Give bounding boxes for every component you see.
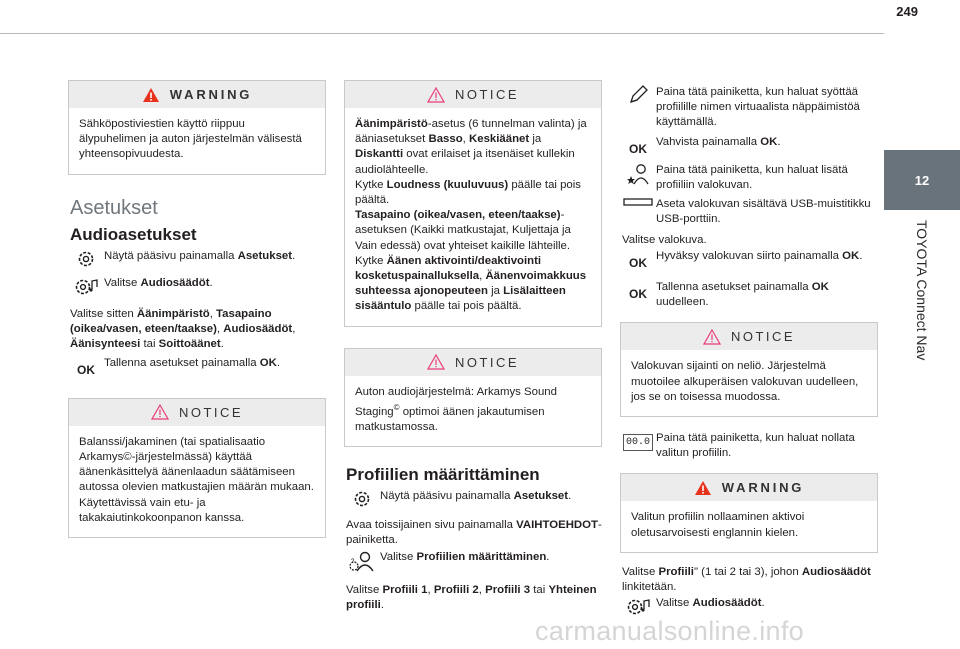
notice-icon	[151, 404, 169, 420]
notice-text: Auton audiojärjestelmä: Arkamys Sound Staging© optimoi äänen jakautumisen matkustamossa.	[355, 385, 557, 433]
notice-text: Äänimpäristö-asetus (6 tunnelman valinta) ja ääniasetukset Basso, Keskiäänet ja Diskantti ovat erilaiset ja itsenäiset kullekin audiolähteelle. Kytke Loudness (kuuluvuus) päälle tai pois päältä. Tasapaino (oikea/vasen, eteen/taakse)-asetuksen (Kaikki matkustajat, Kuljettaja ja Vain edessä) ovat yhteiset kaikille lähteille. Kytke Äänen aktivointi/deaktivointi kosketuspainalluksella, Äänenvoimakkuus suhteessa ajonopeuteen ja Lisälaitteen sisääntulo päälle tai pois päältä.	[355, 118, 587, 313]
notice-text: Valokuvan sijainti on neliö. Järjestelmä muotoilee alkuperäisen valokuvan uudelleen, jos se on toisessa muodossa.	[631, 360, 859, 403]
column-2	[344, 80, 602, 613]
options-paragraph: Avaa toissijainen sivu painamalla VAIHTOEHDOT-painiketta.	[346, 519, 602, 547]
profile-settings-icon	[347, 549, 377, 575]
step-save: OK Tallenna asetukset painamalla OK uudelleen.	[629, 281, 829, 309]
gear-icon	[351, 488, 373, 510]
ok-button-icon: OK	[629, 141, 647, 156]
watermark: carmanualsonline.info	[535, 616, 804, 646]
step-confirm: OK Vahvista painamalla OK.	[629, 135, 781, 156]
notice-text: Balanssi/jakaminen (tai spatialisaatio Arkamys©-järjestelmässä) käyttää äänenkäsittelyä äänenlaadun säätämiseen autossa olevien matkustajien määrän mukaan. Käytettävissä vain etu- ja takakaiutinkokoonpanon kanssa.	[79, 435, 314, 524]
warning-icon	[694, 480, 712, 496]
warning-box	[68, 80, 326, 175]
warning-text: Sähköpostiviestien käyttö riippuu älypuhelimen ja auton järjestelmän välisestä yhteensopivuudesta.	[79, 118, 302, 161]
notice-box	[68, 398, 326, 538]
step-audio-settings: Valitse Audiosäädöt.	[620, 595, 878, 619]
step-edit-name: Paina tätä painiketta, kun haluat syöttää profiilille nimen virtuaalista näppäimistöä käyttämällä.	[620, 84, 878, 131]
pencil-icon	[627, 84, 649, 106]
header-divider	[0, 33, 884, 34]
usb-stick-icon	[623, 196, 653, 208]
notice-box	[620, 322, 878, 417]
notice-header: NOTICE	[345, 349, 601, 376]
warning-header: WARNING	[621, 474, 877, 501]
notice-header: NOTICE	[69, 399, 325, 426]
warning-header: WARNING	[69, 81, 325, 108]
gear-icon	[75, 248, 97, 270]
gear-audio-icon	[73, 275, 99, 299]
reset-button-icon: 00.0	[623, 434, 653, 451]
section-title: Asetukset	[70, 196, 158, 219]
step-audio-settings: Valitse Audiosäädöt.	[68, 275, 326, 299]
step-usb: Aseta valokuvan sisältävä USB-muistitikku USB-porttiin.	[620, 196, 878, 227]
notice-icon	[427, 87, 445, 103]
step-reset: 00.0 Paina tätä painiketta, kun haluat nollata valitun profiilin.	[620, 430, 878, 461]
step-accept: OK Hyväksy valokuvan siirto painamalla OK.	[629, 249, 863, 270]
warning-box	[620, 473, 878, 552]
step-add-photo: Paina tätä painiketta, kun haluat lisätä profiiliin valokuvan.	[620, 162, 878, 193]
profile-photo-icon	[625, 162, 651, 188]
notice-icon	[703, 329, 721, 345]
chapter-title: TOYOTA Connect Nav	[914, 220, 930, 361]
step-settings: Näytä pääsivu painamalla Asetukset.	[68, 248, 326, 270]
notice-icon	[427, 354, 445, 370]
ok-button-icon: OK	[629, 287, 647, 302]
chapter-sidebar	[884, 150, 960, 622]
notice-box	[344, 348, 602, 447]
svg-text:?: ?	[351, 558, 355, 565]
subsection-title: Profiilien määrittäminen	[346, 465, 540, 485]
warning-icon	[142, 87, 160, 103]
chapter-tab[interactable]: 12	[884, 150, 960, 210]
warning-text: Valitun profiilin nollaaminen aktivoi oletusarvoisesti englannin kielen.	[631, 511, 805, 539]
column-1	[68, 80, 326, 538]
step-save: OK Tallenna asetukset painamalla OK.	[77, 356, 281, 377]
notice-box	[344, 80, 602, 327]
profile-link-paragraph: Valitse Profiili" (1 tai 2 tai 3), johon Audiosäädöt linkitetään.	[622, 565, 871, 594]
select-photo-text: Valitse valokuva.	[622, 233, 707, 246]
notice-header: NOTICE	[345, 81, 601, 108]
subsection-title: Audioasetukset	[70, 224, 197, 244]
step-profile-setup: ? Valitse Profiilien määrittäminen.	[344, 549, 602, 575]
step-settings: Näytä pääsivu painamalla Asetukset.	[344, 488, 602, 510]
column-3	[620, 80, 878, 624]
ok-button-icon: OK	[77, 362, 95, 377]
profile-paragraph: Valitse Profiili 1, Profiili 2, Profiili 3 tai Yhteinen profiili.	[346, 583, 597, 611]
notice-header: NOTICE	[621, 323, 877, 350]
ok-button-icon: OK	[629, 255, 647, 270]
page-number: 249	[896, 4, 918, 19]
audio-options-paragraph: Valitse sitten Äänimpäristö, Tasapaino (oikea/vasen, eteen/taakse), Audiosäädöt, Äänisynteesi tai Soittoäänet.	[70, 308, 296, 351]
